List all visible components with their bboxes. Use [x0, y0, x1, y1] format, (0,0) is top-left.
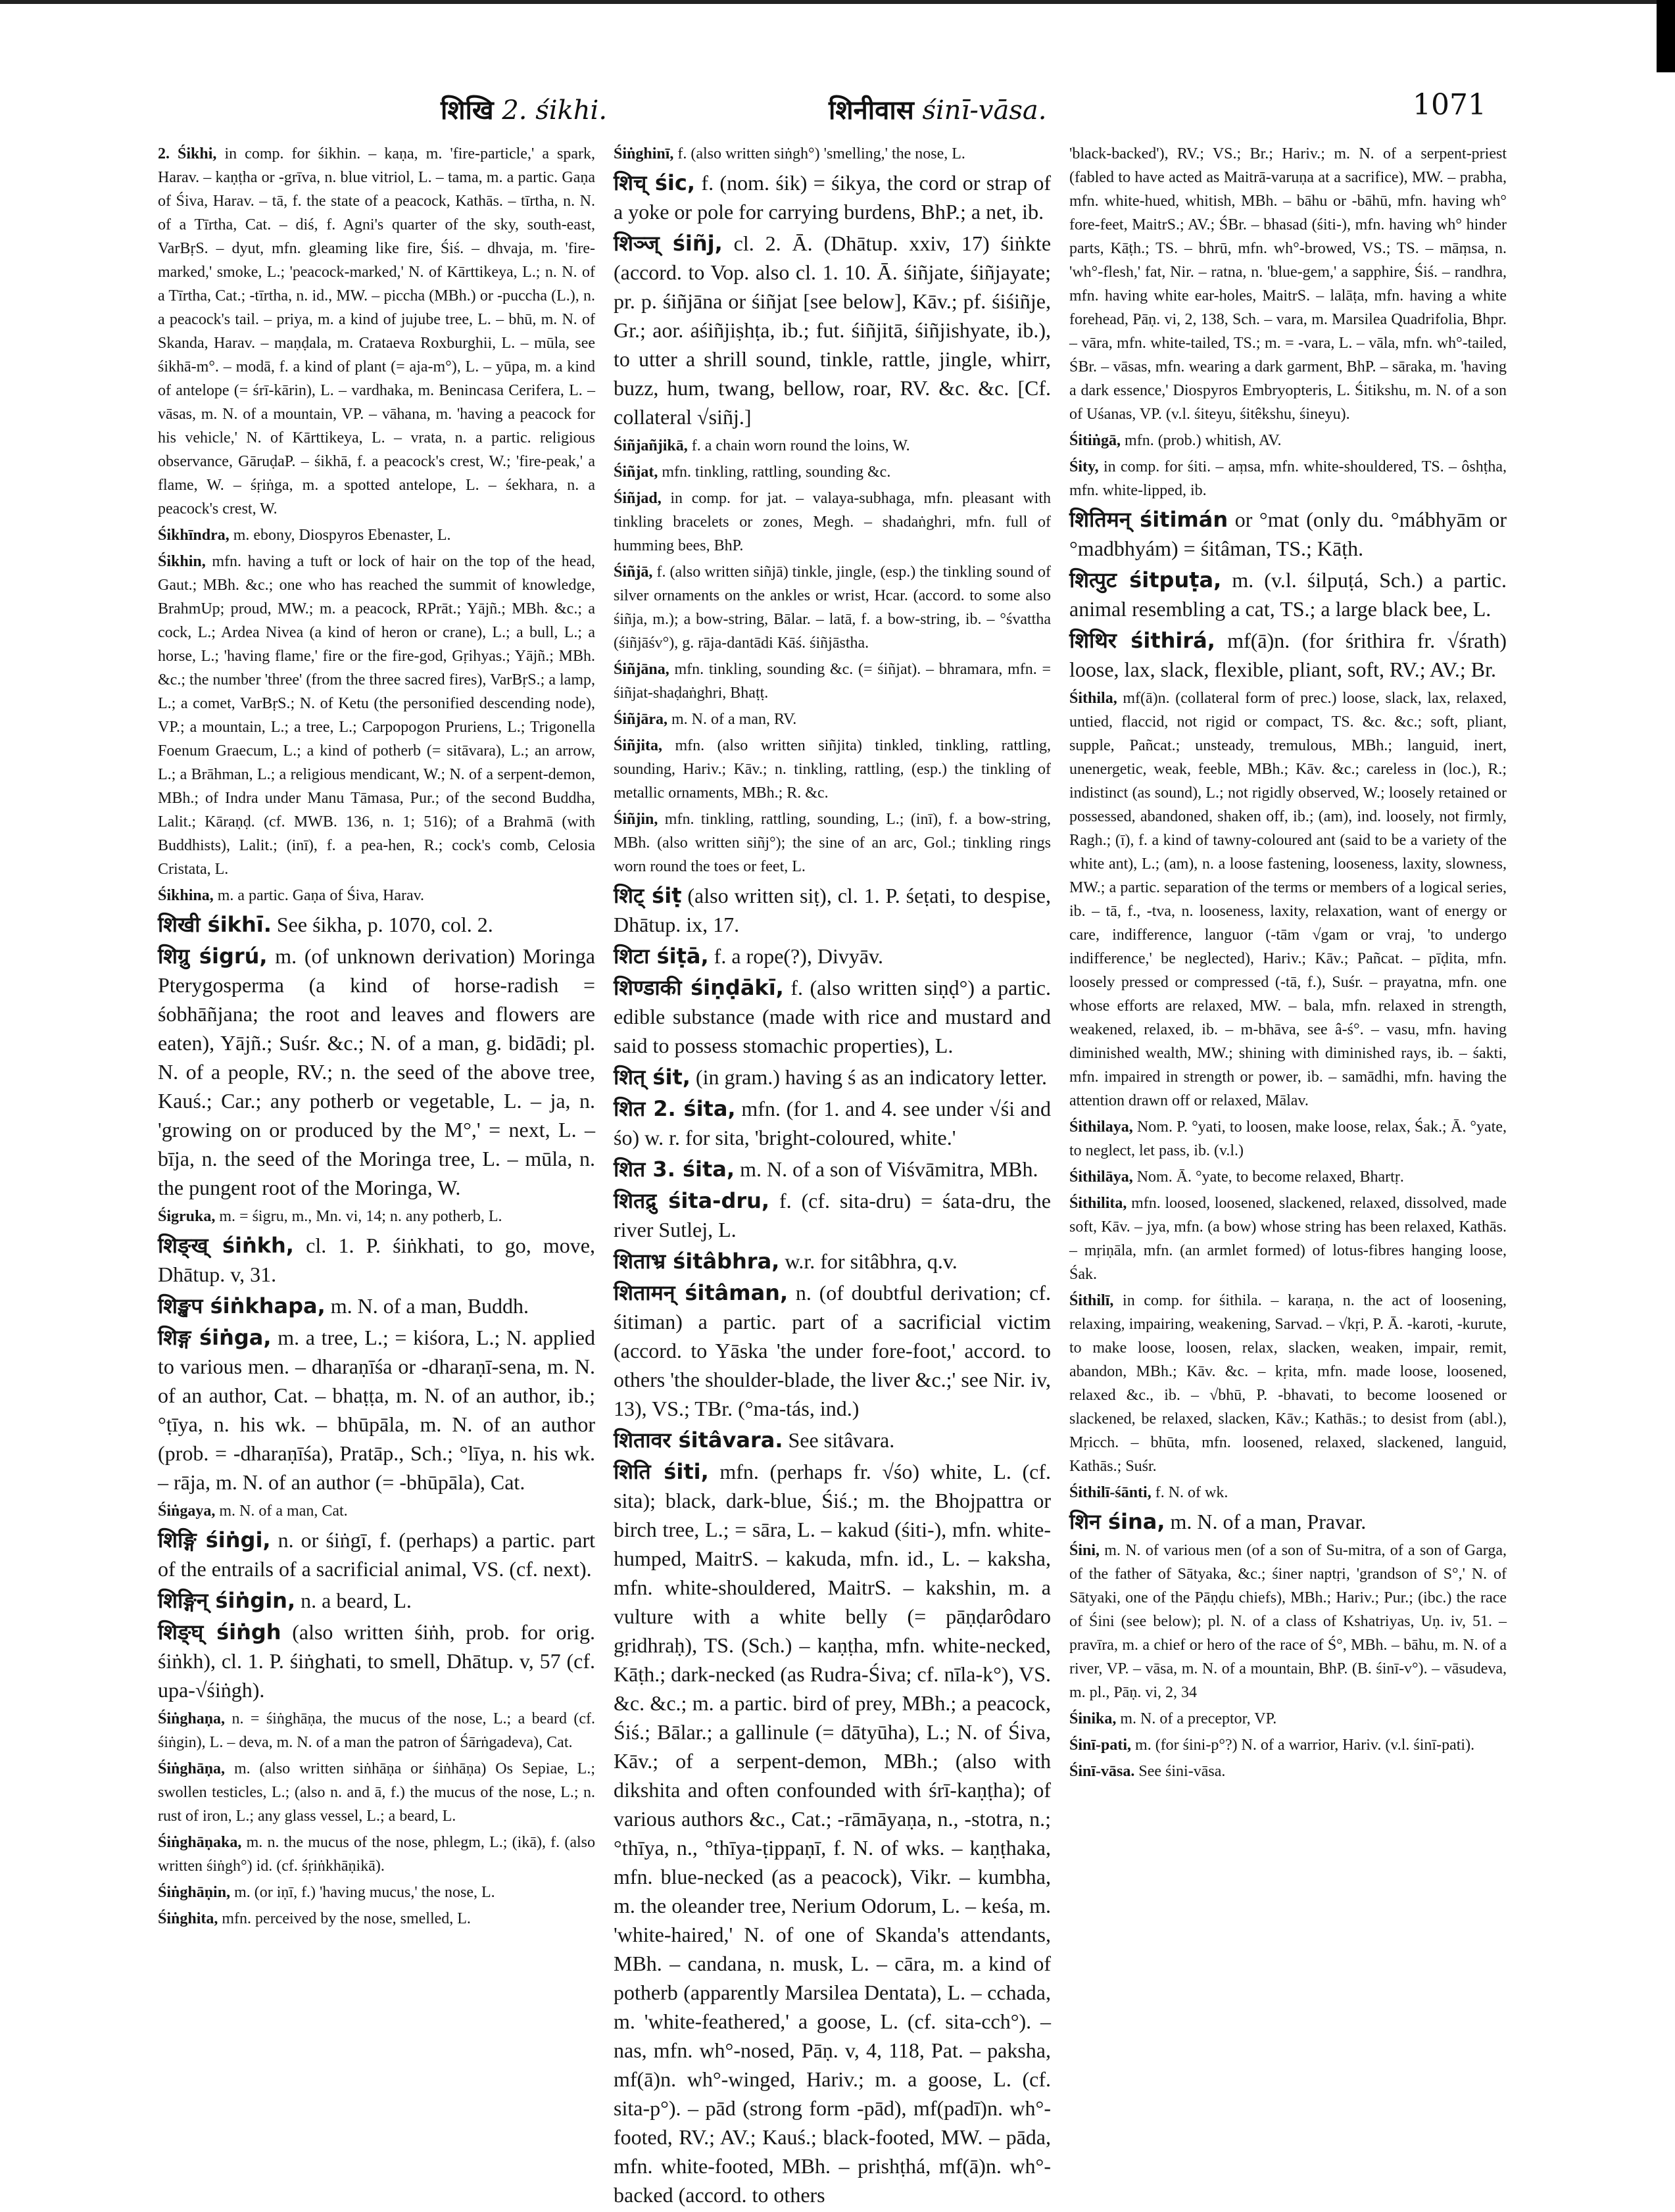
- dictionary-entry: [1069, 1760, 1507, 1783]
- entry-headword: शिति śiti,: [614, 1459, 709, 1484]
- entry-headword: Śiṅghita,: [158, 1910, 218, 1927]
- entry-headword: शित 3. śita,: [614, 1157, 735, 1182]
- entry-text: m. N. of a preceptor, VP.: [1120, 1710, 1277, 1727]
- dictionary-entry: [158, 942, 595, 1202]
- entry-headword: शितावर śitâvara.: [614, 1428, 783, 1453]
- dictionary-entry: [158, 523, 595, 547]
- dictionary-entry: [614, 1094, 1051, 1152]
- dictionary-entry: [614, 973, 1051, 1060]
- entry-headword: शित्पुट śitpuṭa,: [1069, 567, 1222, 592]
- entry-headword: शिट् śiṭ: [614, 883, 682, 908]
- dictionary-entry: [1069, 1289, 1507, 1478]
- dictionary-entry: [158, 1231, 595, 1289]
- entry-text: m. = śigru, m., Mn. vi, 14; n. any potherb, L.: [219, 1208, 502, 1225]
- entry-text: m. (also written siṅhāṇa or śiṅhāṇa) Os Sepiae, L.; swollen testicles, L.; (also n. and ā, f.) the mucus of the nose, L.; n. rust of iron, L.; any glass vessel, L.; a beard, L.: [158, 1760, 596, 1825]
- dictionary-columns: [158, 142, 1513, 2212]
- dictionary-entry: [158, 1757, 595, 1828]
- entry-headword: Śiñjad,: [614, 490, 662, 507]
- entry-text: mfn. loosed, loosened, slackened, relaxed, dissolved, made soft, Kāv. – jya, mfn. (a bow) whose string has been relaxed, Kathās. – mṛiṇāla, mfn. (an armlet formed) of lotus-fibres hanging loose, Śak.: [1069, 1195, 1507, 1283]
- entry-text: Nom. P. °yati, to loosen, make loose, relax, Śak.; Ā. °yate, to neglect, let pass, ib. (v.l.): [1069, 1118, 1507, 1159]
- entry-headword: शिखी śikhī.: [158, 912, 272, 937]
- dictionary-entry: [158, 1291, 595, 1320]
- dictionary-entry: [614, 881, 1051, 939]
- running-head: [158, 79, 1513, 138]
- column-1: [158, 142, 595, 2212]
- entry-headword: शित 2. śita,: [614, 1096, 736, 1121]
- dictionary-entry: [1069, 429, 1507, 452]
- entry-text: m. N. of a man, Pravar.: [1170, 1510, 1367, 1533]
- entry-text: m. a tree, L.; = kiśora, L.; N. applied to various men. – dharaṇīśa or -dharaṇī-sena, m. N. of an author, Cat. – bhaṭṭa, m. N. of an author, ib.; °ṭīya, n. his wk. – bhūpāla, m. N. of an author (prob. = -dharaṇīśa), Pratāp., Sch.; °līya, n. his wk. – rāja, m. N. of an author (= -bhūpāla), Cat.: [158, 1326, 596, 1494]
- entry-text: mf(ā)n. (for śrithira fr. √śrath) loose, lax, slack, flexible, pliant, soft, RV.; AV.; Br.: [1069, 629, 1507, 681]
- entry-text: m. (or iṇī, f.) 'having mucus,' the nose, L.: [234, 1884, 495, 1901]
- entry-text: m. ebony, Diospyros Ebenaster, L.: [233, 527, 451, 544]
- dictionary-entry: [158, 1323, 595, 1497]
- entry-text: mfn. (prob.) whitish, AV.: [1125, 432, 1282, 449]
- entry-text: in comp. for jat. – valaya-subhaga, mfn. pleasant with tinkling bracelets or zones, Megh. – shadaṅghri, mfn. full of humming bees, BhP.: [614, 490, 1052, 554]
- entry-text: in comp. for śikhin. – kaṇa, m. 'fire-particle,' a spark, Harav. – kaṇṭha or -grīva, n. blue vitriol, L. – tama, m. a partic. Gaṇa of Śiva, Harav. – tā, f. the state of a peacock, Kathās. – tīrtha, n. N. of a Tīrtha, Cat. – diś, f. Agni's quarter of the sky, south-east, VarBṛS. – dyut, mfn. gleaming like fire, Śiś. – dhvaja, m. 'fire-marked,' smoke, L.; 'peacock-marked,' N. of Kārttikeya, L.; n. N. of a Tīrtha, Cat.; -tīrtha, n. id., MW. – piccha (MBh.) or -puccha (L.), n. a peacock's tail. – priya, m. a kind of jujube tree, L. – bhū, m. N. of Skanda, Harav. – maṇḍala, m. Crataeva Roxburghii, L. – mūla, see śikhā-m°. – modā, f. a kind of plant (= aja-m°), L. – yūpa, m. a kind of antelope (= śrī-kārin), L. – vardhaka, m. Benincasa Cerifera, L. – vāsas, m. N. of a mountain, VP. – vāhana, m. 'having a peacock for his vehicle,' N. of Kārttikeya, L. – vrata, n. a partic. religious observance, GāruḍaP. – śikhā, f. a peacock's crest, W.; 'fire-peak,' a flame, W. – śṛiṅga, m. a spotted antelope, L. – śekhara, n. a peacock's crest, W.: [158, 145, 595, 517]
- dictionary-entry: [1069, 1733, 1507, 1757]
- dictionary-entry: [614, 487, 1051, 558]
- dictionary-page: [158, 79, 1513, 2212]
- entry-text: mfn. tinkling, sounding &c. (= śiñjat). – bhramara, mfn. = śiñjat-shaḍaṅghri, Bhaṭṭ.: [614, 661, 1051, 702]
- entry-headword: शितामन् śitâman,: [614, 1280, 789, 1305]
- dictionary-entry: [158, 142, 595, 521]
- dictionary-entry: [1069, 1507, 1507, 1536]
- entry-headword: Śini,: [1069, 1542, 1100, 1559]
- entry-headword: Śinī-pati,: [1069, 1737, 1132, 1754]
- dictionary-entry: [614, 1278, 1051, 1423]
- dictionary-entry: [614, 434, 1051, 458]
- entry-headword: शित् śit,: [614, 1065, 691, 1090]
- dictionary-entry: [1069, 455, 1507, 502]
- entry-text: f. (also written siṇḍ°) a partic. edible substance (made with rice and mustard and said to possess stomachic properties), L.: [614, 976, 1051, 1057]
- entry-text: m. (v.l. śilpuṭá, Sch.) a partic. animal resembling a cat, TS.; a large black bee, L.: [1069, 568, 1507, 621]
- entry-headword: Śiṅghaṇa,: [158, 1710, 226, 1727]
- entry-headword: Śiṅghāṇin,: [158, 1884, 231, 1901]
- entry-text: f. (nom. śik) = śikya, the cord or strap of a yoke or pole for carrying burdens, BhP.; a net, ib.: [614, 171, 1052, 224]
- entry-text: f. (cf. sita-dru) = śata-dru, the river Sutlej, L.: [614, 1189, 1052, 1241]
- entry-headword: Śiñjā,: [614, 564, 653, 581]
- entry-headword: शिङ्खप śiṅkhapa,: [158, 1293, 326, 1318]
- dictionary-entry: [614, 1155, 1051, 1184]
- dictionary-entry: [158, 884, 595, 907]
- dictionary-entry: [158, 1707, 595, 1754]
- entry-text: n. = śiṅghāṇa, the mucus of the nose, L.; a beard (cf. śiṅgin), L. – deva, m. N. of a man the patron of Śārṅgadeva), Cat.: [158, 1710, 596, 1751]
- entry-text: in comp. for śithila. – karaṇa, n. the act of loosening, relaxing, impairing, weakening, Sarvad. – √kṛi, P. Ā. -karoti, -kurute, to make loose, loosen, relax, slacken, weaken, impair, remit, abandon, MBh.; Kāv. &c. – kṛita, mfn. made loose, loosened, relaxed &c., ib. – √bhū, P. -bhavati, to become loosened or slackened, be relaxed, slacken, Kāv.; Kathās.; to desist from (abl.), Mṛicch. – bhūta, mfn. loosened, relaxed, slackened, languid, Kathās.; Suśr.: [1069, 1292, 1507, 1475]
- entry-headword: Śikhin,: [158, 553, 206, 570]
- entry-headword: Śiṅgaya,: [158, 1503, 216, 1520]
- entry-headword: Śiñjita,: [614, 737, 663, 754]
- entry-text: n. a beard, L.: [301, 1589, 412, 1612]
- entry-text: w.r. for sitâbhra, q.v.: [785, 1249, 958, 1273]
- dictionary-entry: [614, 1063, 1051, 1092]
- dictionary-entry: [1069, 686, 1507, 1113]
- dictionary-entry: [1069, 142, 1507, 426]
- dictionary-entry: [158, 1831, 595, 1878]
- entry-text: m. N. of a man, Buddh.: [330, 1294, 529, 1318]
- entry-headword: Śithila,: [1069, 690, 1117, 707]
- entry-text: in comp. for śiti. – aṃsa, mfn. white-shouldered, TS. – ôshṭha, mfn. white-lipped, ib.: [1069, 458, 1507, 499]
- scan-corner-mark: [1657, 0, 1675, 72]
- entry-headword: Śithilita,: [1069, 1195, 1127, 1212]
- entry-text: m. (for śini-p°?) N. of a warrior, Hariv. (v.l. śinī-pati).: [1135, 1737, 1475, 1754]
- dictionary-entry: [614, 1426, 1051, 1455]
- entry-text: Nom. Ā. °yate, to become relaxed, Bhartṛ.: [1136, 1168, 1404, 1186]
- entry-text: mfn. (perhaps fr. √śo) white, L. (cf. sita); black, dark-blue, Śiś.; m. the Bhojpattra or birch tree, L.; = sāra, L. – kakud (śiti-), mfn. white-humped, MaitrS. – kakuda, mfn. id., L. – kaksha, mfn. white-shouldered, MaitrS. – kakshin, m. a vulture with a white belly (= pāṇḍarôdaro gṛidhraḥ), TS. (Sch.) – kaṇṭha, mfn. white-necked, Kāṭh.; dark-necked (as Rudra-Śiva; cf. nīla-k°), VS. &c. &c.; m. a partic. bird of prey, MBh.; a peacock, Śiś.; Bālar.; a gallinule (= dātyūha), L.; N. of Śiva, Kāv.; of a serpent-demon, MBh.; (also with dikshita and often confounded with śrī-kaṇṭha); of various authors &c., Cat.; -rāmāyaṇa, n., -stotra, n.; °thīya, n., °thīya-ṭippaṇī, f. N. of wks. – kaṇṭhaka, mfn. blue-necked (as a peacock), Vikr. – kumbha, m. the oleander tree, Nerium Odorum, L. – keśa, m. 'white-haired,' N. of one of Skanda's attendants, MBh. – candana, n. musk, L. – cāra, m. a kind of potherb (apparently Marsilea Dentata), L. – cchada, m. 'white-feathered,' a goose, L. (cf. sita-cch°). – nas, mfn. wh°-nosed, Pāṇ. v, 4, 118, Pat. – paksha, mf(ā)n. wh°-winged, Hariv.; m. a goose, L. (cf. sita-p°). – pād (strong form -pād), mf(padī)n. wh°-footed, RV.; AV.; Kauś.; black-footed, MW. – pāda, mfn. white-footed, MBh. – prishṭhá, mf(ā)n. wh°-backed (accord. to others: [614, 1460, 1051, 2207]
- entry-headword: Śiṅghinī,: [614, 145, 674, 162]
- entry-text: (also written śiṅh, prob. for orig. śiṅkh), cl. 1. P. śiṅghati, to smell, Dhātup. v, 57 (cf. upa-√śiṅgh).: [158, 1620, 596, 1702]
- entry-headword: शिङ्गि śiṅgi,: [158, 1527, 271, 1552]
- entry-headword: शिथिर śithirá,: [1069, 628, 1215, 653]
- dictionary-entry: [614, 658, 1051, 705]
- entry-headword: शिच् śic,: [614, 170, 696, 195]
- entry-text: n. (of doubtful derivation; cf. śitiman) a partic. part of a sacrificial victim (accord. to Yāska 'the under fore-foot,' accord. to others 'the shoulder-blade, the liver &c.;' see Nir. iv, 13), VS.; TBr. (°ma-tás, ind.): [614, 1281, 1051, 1420]
- entry-headword: शिण्डाकी śiṇḍākī,: [614, 975, 784, 1000]
- entry-text: mfn. (also written siñjita) tinkled, tinkling, rattling, sounding, Hariv.; Kāv.; n. tinkling, rattling, (esp.) the tinkling of metallic ornaments, MBh.; R. &c.: [614, 737, 1051, 802]
- entry-headword: Śithilaya,: [1069, 1118, 1133, 1136]
- entry-text: f. (also written siṅgh°) 'smelling,' the nose, L.: [677, 145, 965, 162]
- entry-text: See sitâvara.: [788, 1428, 895, 1452]
- entry-headword: शिटा śiṭā,: [614, 944, 709, 969]
- entry-text: mfn. tinkling, rattling, sounding &c.: [662, 464, 891, 481]
- entry-headword: Śinika,: [1069, 1710, 1117, 1727]
- dictionary-entry: [614, 560, 1051, 655]
- entry-headword: शितिमन् śitimán: [1069, 507, 1228, 532]
- dictionary-entry: [158, 1526, 595, 1583]
- dictionary-entry: [1069, 565, 1507, 623]
- entry-text: m. N. of a son of Viśvāmitra, MBh.: [740, 1157, 1038, 1181]
- entry-text: See śini-vāsa.: [1138, 1763, 1226, 1780]
- entry-headword: शिङ्ग śiṅga,: [158, 1325, 272, 1350]
- entry-text: f. N. of wk.: [1155, 1484, 1228, 1501]
- entry-text: m. (of unknown derivation) Moringa Pterygosperma (a kind of horse-radish = śobhāñjana; the root and leaves and flowers are eaten), Yājñ.; Suśr. &c.; N. of a man, g. bidādi; pl. N. of a people, RV.; n. the seed of the above tree, Kauś.; Car.; any potherb or vegetable, L. – ja, n. 'growing on or produced by the M°,' = next, L. – bīja, n. the seed of the Moringa tree, L. – mūla, n. the pungent root of the Moringa, W.: [158, 944, 595, 1199]
- entry-headword: Śiñjāra,: [614, 711, 668, 728]
- entry-text: See śikha, p. 1070, col. 2.: [276, 913, 493, 936]
- dictionary-entry: [1069, 626, 1507, 684]
- dictionary-entry: [158, 1205, 595, 1228]
- running-head-middle: शिनीवास śinī-vāsa.: [829, 95, 1047, 126]
- entry-text: mfn. perceived by the nose, smelled, L.: [222, 1910, 471, 1927]
- dictionary-entry: [614, 460, 1051, 484]
- entry-headword: Śiñjañjikā,: [614, 437, 688, 454]
- entry-text: f. a rope(?), Divyāv.: [714, 944, 884, 968]
- dictionary-entry: [614, 807, 1051, 878]
- dictionary-entry: [1069, 1707, 1507, 1731]
- entry-headword: शिङ्ख् śiṅkh,: [158, 1233, 294, 1258]
- entry-headword: Śiṅghāṇaka,: [158, 1834, 242, 1851]
- dictionary-entry: [614, 1247, 1051, 1276]
- dictionary-entry: [614, 229, 1051, 431]
- entry-text: f. a chain worn round the loins, W.: [691, 437, 910, 454]
- entry-text: m. a partic. Gaṇa of Śiva, Harav.: [217, 887, 425, 904]
- dictionary-entry: [158, 1618, 595, 1704]
- entry-text: cl. 2. Ā. (Dhātup. xxiv, 17) śiṅkte (accord. to Vop. also cl. 1. 10. Ā. śiñjate, śiñjayate; pr. p. śiñjāna or śiñjat [see below], Kāv.; pf. śiśiñje, Gr.; aor. aśiñjiṣhṭa, ib.; fut. śiñjitā, śiñjishyate, ib.), to utter a shrill sound, tinkle, rattle, jingle, whirr, buzz, hum, twang, bellow, roar, RV. &c. &c. [Cf. collateral √siñj.]: [614, 231, 1052, 429]
- dictionary-entry: [614, 142, 1051, 166]
- dictionary-entry: [1069, 505, 1507, 563]
- entry-headword: शिङ्गिन् śiṅgin,: [158, 1588, 296, 1613]
- entry-headword: शिन śina,: [1069, 1509, 1165, 1534]
- page-number: 1071: [1413, 88, 1486, 122]
- entry-text: (also written siṭ), cl. 1. P. śeṭati, to despise, Dhātup. ix, 17.: [614, 884, 1052, 936]
- entry-headword: शिताभ्र śitâbhra,: [614, 1249, 780, 1274]
- entry-headword: Śiñjin,: [614, 811, 658, 828]
- entry-headword: Śigruka,: [158, 1208, 216, 1225]
- entry-headword: शितद्रु śita-dru,: [614, 1188, 770, 1213]
- dictionary-entry: [158, 910, 595, 939]
- entry-text: mf(ā)n. (collateral form of prec.) loose, slack, lax, relaxed, untied, flaccid, not rigid or compact, TS. &c. &c.; soft, pliant, supple, Pañcat.; unsteady, tremulous, MBh.; languid, inert, unenergetic, weak, feeble, MBh.; Kāv. &c.; careless in (loc.), R.; indistinct (as sound), L.; not rigidly observed, W.; loosely retained or possessed, abandoned, shaken off, ib.; (am), ind. loosely, not firmly, Ragh.; (ī), f. a kind of tawny-coloured ant (said to be a variety of the white ant), L.; (am), n. a loose fastening, looseness, laxity, slowness, MW.; a partic. separation of the terms or members of a logical series, ib. – tā, f., -tva, n. looseness, laxity, relaxation, want of energy or care, indifference, languor (-tām √gam or vraj, 'to undergo indifference,' be neglected), Hariv.; Kāv.; Pañcat. – pīḍita, mfn. loosely pressed or compressed (-tā, f.), Suśr. – prayatna, mfn. one whose efforts are relaxed, MW. – bala, mfn. relaxed in strength, weakened, relaxed, ib. – m-bhāva, see â-ś°. – vasu, mfn. having diminished wealth, MW.; shining with diminished rays, ib. – śakti, mfn. impaired in strength or power, ib. – samādhi, mfn. having the attention drawn off or relaxed, Mālav.: [1069, 690, 1507, 1109]
- entry-text: m. N. of various men (of a son of Su-mitra, of a son of Garga, of the father of Sātyaka, &c.; śiner naptṛi, 'grandson of S°,' N. of Sātyaki, one of the Pāṇḍu chiefs), MBh.; Hariv.; Pur.; (ibc.) the race of Śini (see below); pl. N. of a class of Kshatriyas, Uṇ. iv, 51. – pravīra, m. a chief or hero of the race of Ś°, MBh. – bāhu, m. N. of a river, VP. – vāsa, m. N. of a mountain, BhP. (B. śinī-v°). – vāsudeva, m. pl., Pāṇ. vi, 2, 34: [1069, 1542, 1507, 1701]
- column-3: [1069, 142, 1507, 2212]
- dictionary-entry: [614, 734, 1051, 805]
- running-head-left: शिखि 2. śikhi.: [441, 95, 608, 126]
- entry-text: or °mat (only du. °mábhyām or °madbhyám) = śitâman, TS.; Kāṭh.: [1069, 508, 1507, 560]
- entry-headword: शिञ्ज् śiñj,: [614, 231, 723, 256]
- entry-headword: Śinī-vāsa.: [1069, 1763, 1135, 1780]
- entry-text: mfn. having a tuft or lock of hair on the top of the head, Gaut.; MBh. &c.; one who has reached the summit of knowledge, BrahmUp; proud, MW.; m. a peacock, RPrāt.; Yājñ.; MBh. &c.; a cock, L.; Ardea Nivea (a kind of heron or crane), L.; a bull, L.; a horse, L.; 'having flame,' fire or the fire-god, Gṛihyas.; Yājñ.; MBh. &c.; the number 'three' (from the three sacred fires), VarBṛS.; a lamp, L.; a comet, VarBṛS.; N. of Ketu (the personified descending node), VP.; a mountain, L.; a tree, L.; Carpopogon Pruriens, L.; Trigonella Foenum Graecum, L.; a kind of potherb (= sitāvara), L.; an arrow, L.; a Brāhman, L.; a religious mendicant, W.; N. of a serpent-demon, MBh.; of Indra under Manu Tāmasa, Pur.; of the second Buddha, Lalit.; Kāraṇḍ. (cf. MWB. 136, n. 1; 516); of a Brahmā (with Buddhists), Lalit.; (inī), f. a pea-hen, R.; cock's comb, Celosia Cristata, L.: [158, 553, 596, 878]
- dictionary-entry: [158, 1586, 595, 1615]
- dictionary-entry: [158, 550, 595, 881]
- entry-text: f. (also written siñjā) tinkle, jingle, (esp.) the tinkling sound of silver ornaments on the ankles or wrist, Hcar. (accord. to some also śiñja, m.); a bow-string, Bālar. – latā, f. a bow-string, ib. – °śvattha (śiñjāśv°), g. rāja-dantādi Kāś. śiñjāstha.: [614, 564, 1052, 652]
- dictionary-entry: [1069, 1165, 1507, 1189]
- entry-headword: शिग्रु śigrú,: [158, 944, 268, 969]
- entry-headword: Śitiṅgā,: [1069, 432, 1121, 449]
- entry-headword: Śithilāya,: [1069, 1168, 1133, 1186]
- dictionary-entry: [614, 1457, 1051, 2209]
- dictionary-entry: [158, 1881, 595, 1904]
- entry-headword: Śiñjat,: [614, 464, 658, 481]
- entry-text: mfn. tinkling, rattling, sounding, L.; (inī), f. a bow-string, MBh. (also written siñj°); the sine of an arc, Gol.; tinkling rings worn round the toes or feet, L.: [614, 811, 1052, 875]
- dictionary-entry: [1069, 1539, 1507, 1704]
- dictionary-entry: [1069, 1481, 1507, 1504]
- entry-headword: Śity,: [1069, 458, 1099, 475]
- entry-headword: 2. Śikhi,: [158, 145, 217, 162]
- entry-headword: Śiñjāna,: [614, 661, 669, 678]
- dictionary-entry: [1069, 1115, 1507, 1163]
- entry-text: 'black-backed'), RV.; VS.; Br.; Hariv.; m. N. of a serpent-priest (fabled to have acted as Maitrā-varuṇa at a sacrifice), MW. – prabha, mfn. white-hued, whitish, MBh. – bāhu or -bāhū, mfn. having wh° fore-feet, MaitrS.; AV.; ŚBr. – bhasad (śiti-), mfn. having wh° hinder parts, Kāṭh.; TS. – bhrū, mfn. wh°-browed, VS.; TS. – māṃsa, n. 'wh°-flesh,' fat, Nir. – ratna, n. 'blue-gem,' a sapphire, Śiś. – randhra, mfn. having white ear-holes, MaitrS. – lalāṭa, mfn. having a white forehead, Pāṇ. vi, 2, 138, Sch. – vara, m. Marsilea Quadrifolia, Bhpr. – vāra, mfn. white-tailed, TS.; m. = -vara, L. – vāla, mfn. wh°-tailed, ŚBr. – vāsas, mfn. wearing a dark garment, BhP. – sāraka, m. 'having a dark essence,' Diospyros Embryopteris, L. Śitikshu, m. N. of a son of Uśanas, VP. (v.l. śiteyu, śitêkshu, śineyu).: [1069, 145, 1507, 423]
- entry-text: (in gram.) having ś as an indicatory letter.: [695, 1065, 1047, 1089]
- entry-text: mfn. (for 1. and 4. see under √śi and śo) w. r. for sita, 'bright-coloured, white.': [614, 1097, 1052, 1149]
- dictionary-entry: [158, 1907, 595, 1931]
- entry-headword: Śithilī-śānti,: [1069, 1484, 1152, 1501]
- scan-top-edge: [0, 0, 1657, 4]
- dictionary-entry: [158, 1499, 595, 1523]
- dictionary-entry: [614, 708, 1051, 731]
- dictionary-entry: [1069, 1191, 1507, 1286]
- entry-text: m. n. the mucus of the nose, phlegm, L.; (ikā), f. (also written śiṅgh°) id. (cf. śṛiṅkhāṇikā).: [158, 1834, 596, 1875]
- dictionary-entry: [614, 168, 1051, 226]
- dictionary-entry: [614, 1186, 1051, 1244]
- entry-text: m. N. of a man, Cat.: [219, 1503, 348, 1520]
- column-2: [614, 142, 1051, 2212]
- dictionary-entry: [614, 942, 1051, 971]
- entry-headword: Śithilī,: [1069, 1292, 1114, 1309]
- entry-headword: शिङ्घ् śiṅgh: [158, 1620, 281, 1645]
- entry-text: n. or śiṅgī, f. (perhaps) a partic. part of the entrails of a sacrificial animal, VS. (cf. next).: [158, 1528, 596, 1581]
- entry-headword: Śiṅghāṇa,: [158, 1760, 226, 1777]
- entry-text: m. N. of a man, RV.: [671, 711, 797, 728]
- entry-text: cl. 1. P. śiṅkhati, to go, move, Dhātup. v, 31.: [158, 1234, 596, 1286]
- entry-headword: Śikhina,: [158, 887, 214, 904]
- entry-headword: Śikhīndra,: [158, 527, 230, 544]
